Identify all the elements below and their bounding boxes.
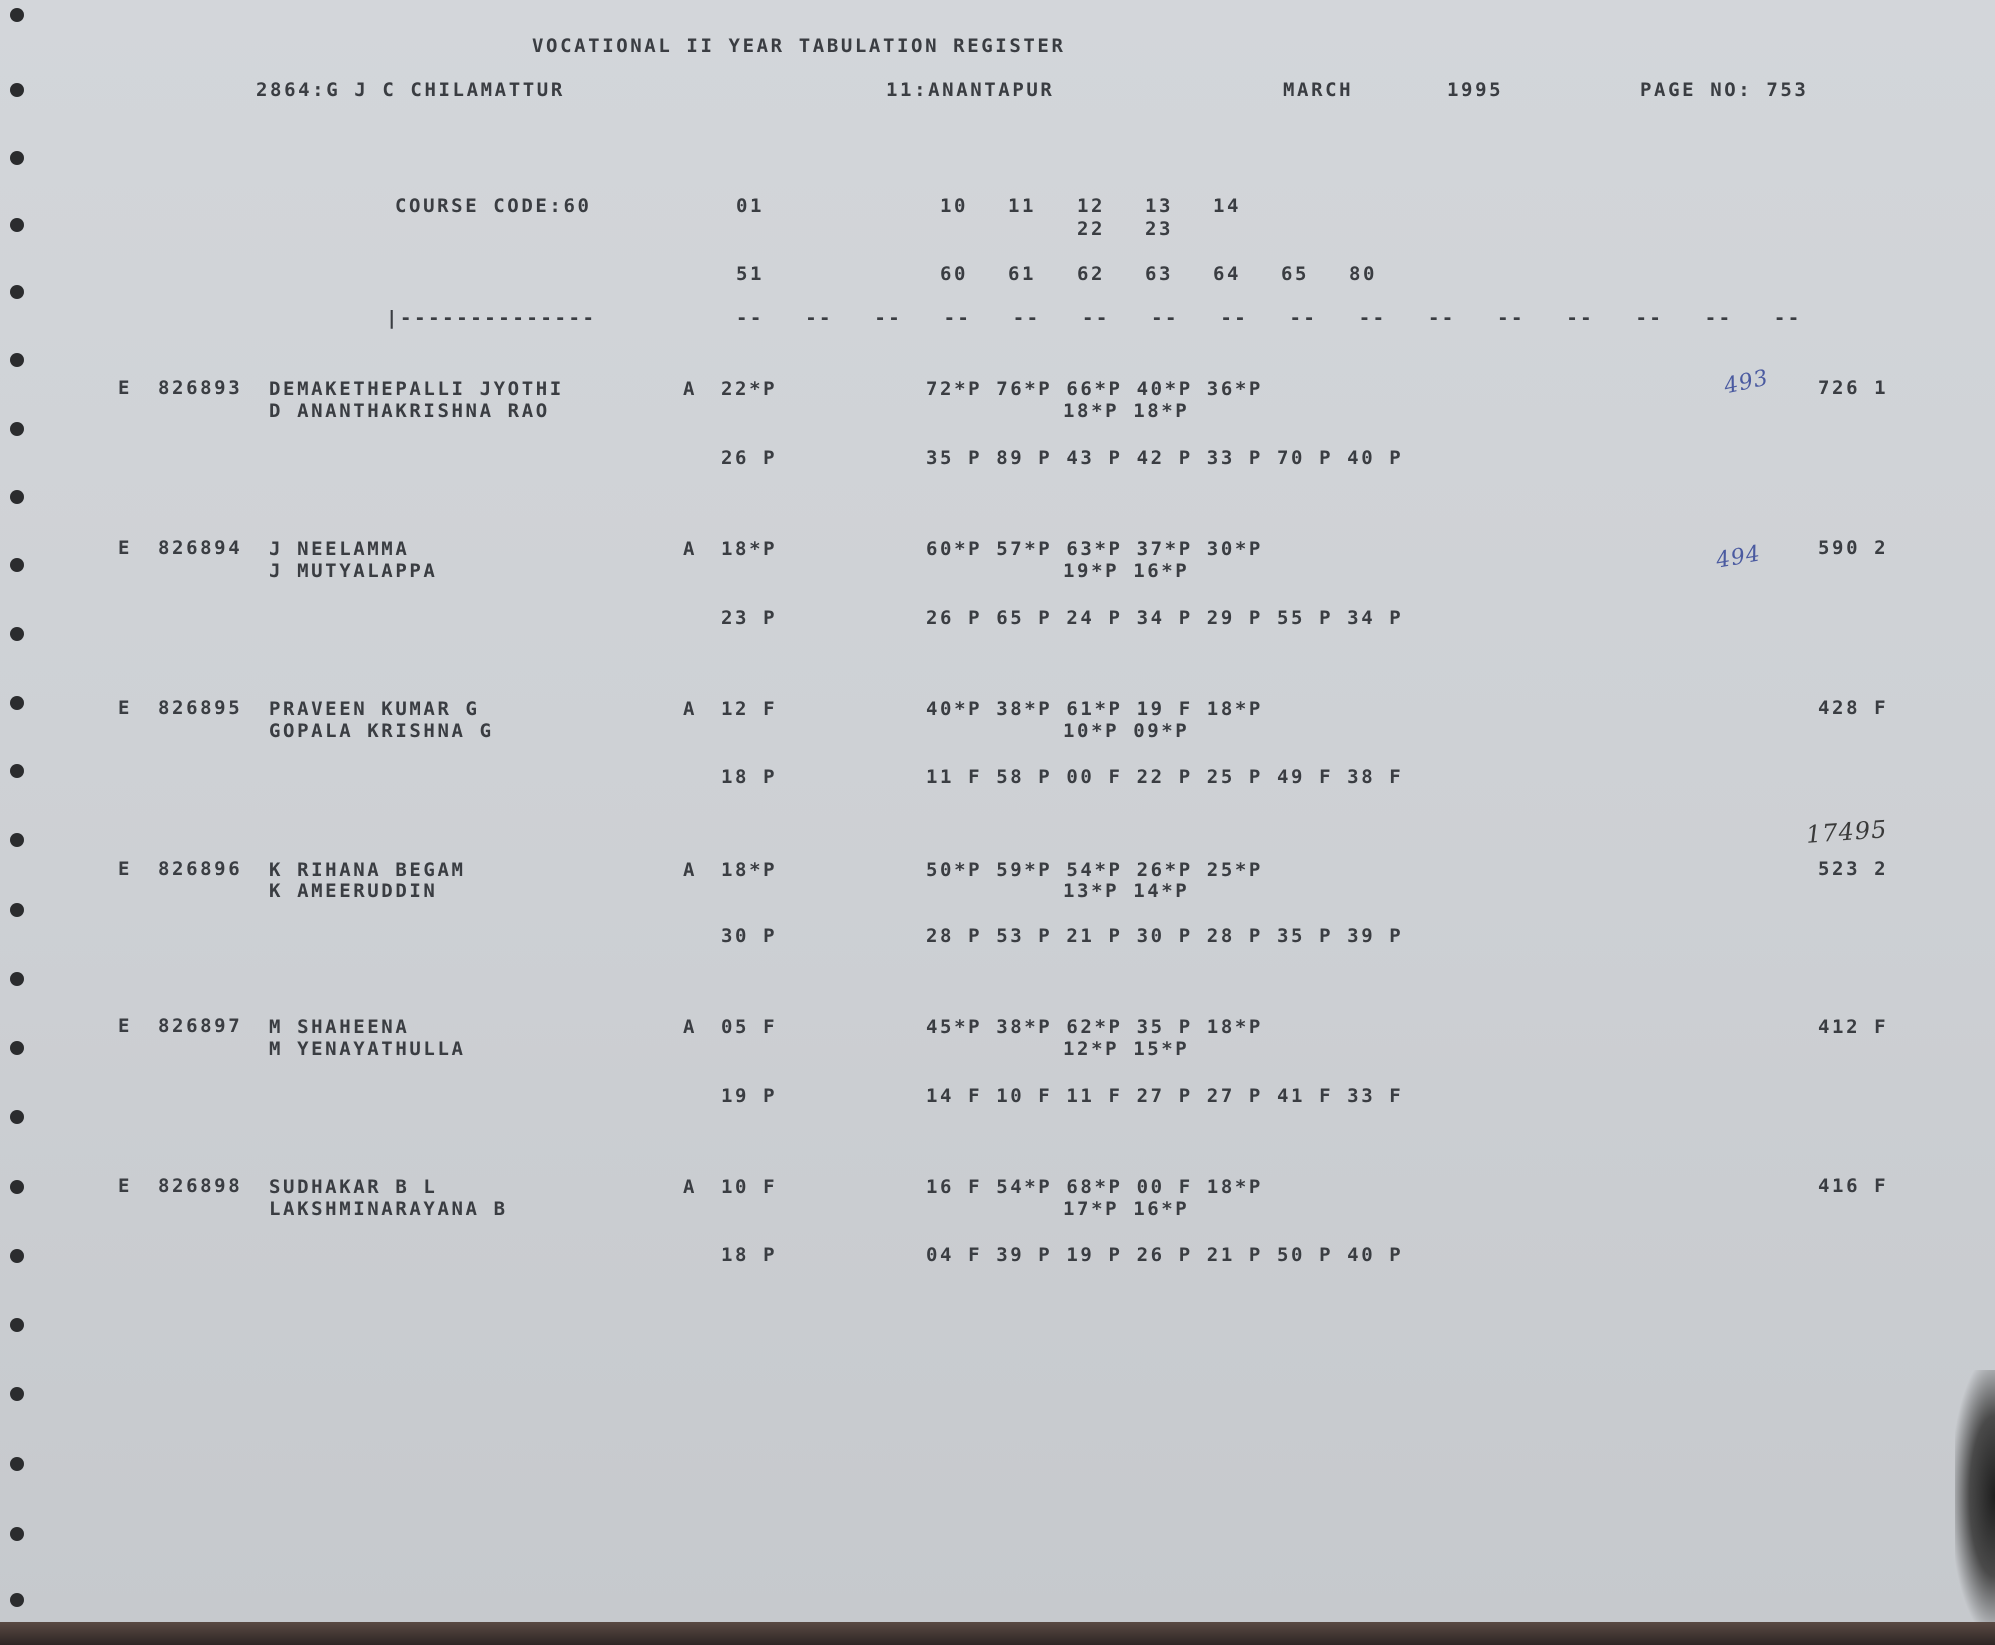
subject-code: 62 (1077, 263, 1106, 285)
feed-hole (10, 1457, 24, 1471)
total-result: 523 2 (1818, 858, 1889, 880)
feed-hole (10, 218, 24, 232)
hall-ticket-number: 826894 (158, 537, 243, 559)
course-code-label: COURSE CODE:60 (395, 195, 592, 217)
marks-part2-extra: 18*P 18*P (1063, 400, 1190, 422)
student-name: J NEELAMMA (269, 538, 410, 560)
subject-code: 22 (1077, 218, 1106, 240)
feed-hole (10, 8, 24, 22)
hall-ticket-number: 826897 (158, 1015, 243, 1037)
status-flag: A (683, 698, 698, 720)
marks-part2-extra: 19*P 16*P (1063, 560, 1190, 582)
feed-hole (10, 1527, 24, 1541)
marks-year1: 26 P (721, 447, 778, 469)
father-name: M YENAYATHULLA (269, 1038, 466, 1060)
subject-code: 64 (1213, 263, 1242, 285)
page-number: PAGE NO: 753 (1640, 79, 1809, 101)
group-code: E (118, 1015, 133, 1037)
college-code: 2864:G J C CHILAMATTUR (256, 79, 565, 101)
subject-code: 65 (1281, 263, 1310, 285)
handwritten-note: 493 (1721, 365, 1772, 400)
status-flag: A (683, 378, 698, 400)
marks-part2-extra: 13*P 14*P (1063, 880, 1190, 902)
father-name: D ANANTHAKRISHNA RAO (269, 400, 550, 422)
subject-code: 11 (1008, 195, 1037, 217)
subject-code: 12 (1077, 195, 1106, 217)
marks-year1: 18 P (721, 1244, 778, 1266)
exam-month: MARCH (1283, 79, 1354, 101)
marks-year1: 18 P (721, 766, 778, 788)
feed-hole (10, 83, 24, 97)
marks-part2-extra: 17*P 16*P (1063, 1198, 1190, 1220)
marks-part2: 45*P 38*P 62*P 35 P 18*P (926, 1016, 1263, 1038)
header-underline: |-------------- (386, 307, 597, 329)
marks-year1-subjects: 14 F 10 F 11 F 27 P 27 P 41 F 33 F (926, 1085, 1404, 1107)
page-curl-shadow (1955, 1370, 1995, 1622)
feed-hole (10, 833, 24, 847)
hall-ticket-number: 826898 (158, 1175, 243, 1197)
feed-hole (10, 764, 24, 778)
handwritten-note: 494 (1714, 541, 1763, 574)
district-code: 11:ANANTAPUR (886, 79, 1055, 101)
subject-code: 80 (1349, 263, 1378, 285)
column-dashes: -- -- -- -- -- -- -- -- -- -- -- -- -- -- -- -- (736, 307, 1802, 329)
feed-hole (10, 1387, 24, 1401)
marks-year1: 19 P (721, 1085, 778, 1107)
marks-year1-subjects: 35 P 89 P 43 P 42 P 33 P 70 P 40 P (926, 447, 1404, 469)
marks-part2-extra: 12*P 15*P (1063, 1038, 1190, 1060)
subject-code: 10 (940, 195, 969, 217)
total-result: 412 F (1818, 1016, 1889, 1038)
subject-code: 23 (1145, 218, 1174, 240)
student-name: PRAVEEN KUMAR G (269, 698, 480, 720)
status-flag: A (683, 859, 698, 881)
subject-code: 14 (1213, 195, 1242, 217)
feed-hole (10, 1110, 24, 1124)
feed-hole (10, 151, 24, 165)
feed-hole (10, 1041, 24, 1055)
group-code: E (118, 858, 133, 880)
marks-part2: 16 F 54*P 68*P 00 F 18*P (926, 1176, 1263, 1198)
subject-code: 51 (736, 263, 765, 285)
father-name: K AMEERUDDIN (269, 880, 438, 902)
marks-year1: 23 P (721, 607, 778, 629)
student-name: SUDHAKAR B L (269, 1176, 438, 1198)
binder-edge (0, 1622, 1995, 1645)
marks-part2: 72*P 76*P 66*P 40*P 36*P (926, 378, 1263, 400)
marks-part1: 18*P (721, 538, 778, 560)
student-name: M SHAHEENA (269, 1016, 410, 1038)
feed-hole (10, 696, 24, 710)
total-result: 416 F (1818, 1175, 1889, 1197)
total-result: 726 1 (1818, 377, 1889, 399)
marks-part1: 10 F (721, 1176, 778, 1198)
student-name: K RIHANA BEGAM (269, 859, 466, 881)
feed-hole (10, 353, 24, 367)
subject-code: 63 (1145, 263, 1174, 285)
subject-code: 61 (1008, 263, 1037, 285)
marks-year1-subjects: 26 P 65 P 24 P 34 P 29 P 55 P 34 P (926, 607, 1404, 629)
marks-part1: 12 F (721, 698, 778, 720)
status-flag: A (683, 538, 698, 560)
marks-part2-extra: 10*P 09*P (1063, 720, 1190, 742)
feed-hole (10, 1180, 24, 1194)
hall-ticket-number: 826893 (158, 377, 243, 399)
feed-hole (10, 1593, 24, 1607)
group-code: E (118, 537, 133, 559)
group-code: E (118, 697, 133, 719)
feed-hole (10, 422, 24, 436)
marks-year1: 30 P (721, 925, 778, 947)
father-name: LAKSHMINARAYANA B (269, 1198, 508, 1220)
student-name: DEMAKETHEPALLI JYOTHI (269, 378, 564, 400)
status-flag: A (683, 1176, 698, 1198)
marks-year1-subjects: 11 F 58 P 00 F 22 P 25 P 49 F 38 F (926, 766, 1404, 788)
total-result: 428 F (1818, 697, 1889, 719)
handwritten-note: 17495 (1805, 815, 1889, 849)
hall-ticket-number: 826895 (158, 697, 243, 719)
marks-part2: 60*P 57*P 63*P 37*P 30*P (926, 538, 1263, 560)
group-code: E (118, 377, 133, 399)
status-flag: A (683, 1016, 698, 1038)
group-code: E (118, 1175, 133, 1197)
feed-hole (10, 490, 24, 504)
feed-hole (10, 903, 24, 917)
marks-year1-subjects: 28 P 53 P 21 P 30 P 28 P 35 P 39 P (926, 925, 1404, 947)
subject-code: 01 (736, 195, 765, 217)
subject-code: 60 (940, 263, 969, 285)
feed-hole (10, 1249, 24, 1263)
marks-part1: 18*P (721, 859, 778, 881)
feed-hole (10, 285, 24, 299)
feed-hole (10, 972, 24, 986)
marks-part1: 22*P (721, 378, 778, 400)
father-name: GOPALA KRISHNA G (269, 720, 494, 742)
hall-ticket-number: 826896 (158, 858, 243, 880)
feed-hole (10, 627, 24, 641)
marks-part2: 50*P 59*P 54*P 26*P 25*P (926, 859, 1263, 881)
exam-year: 1995 (1447, 79, 1504, 101)
subject-code: 13 (1145, 195, 1174, 217)
marks-year1-subjects: 04 F 39 P 19 P 26 P 21 P 50 P 40 P (926, 1244, 1404, 1266)
feed-hole (10, 1318, 24, 1332)
father-name: J MUTYALAPPA (269, 560, 438, 582)
feed-hole (10, 558, 24, 572)
register-title: VOCATIONAL II YEAR TABULATION REGISTER (532, 35, 1066, 57)
marks-part2: 40*P 38*P 61*P 19 F 18*P (926, 698, 1263, 720)
marks-part1: 05 F (721, 1016, 778, 1038)
total-result: 590 2 (1818, 537, 1889, 559)
